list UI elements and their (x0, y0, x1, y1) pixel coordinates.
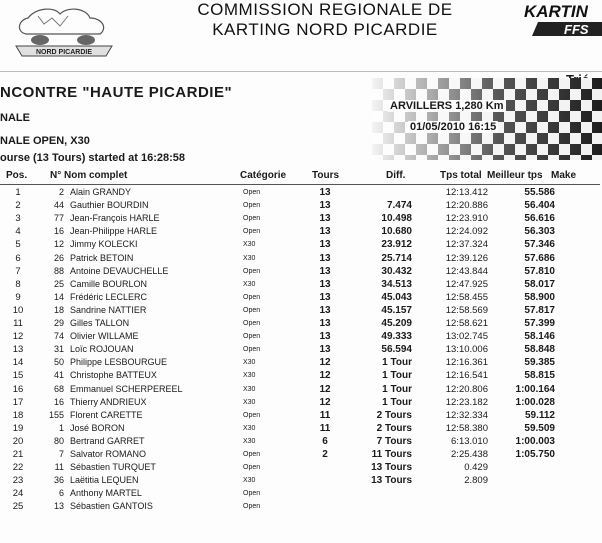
cell-diff: 2 Tours (376, 422, 412, 434)
cell-total: 13:02.745 (445, 331, 488, 343)
cell-num: 25 (53, 278, 64, 289)
cell-best: 57.817 (524, 304, 555, 316)
cell-best: 56.404 (524, 200, 555, 212)
cell-name: Christophe BATTEUX (70, 370, 157, 381)
kart-logo-icon (8, 4, 118, 66)
table-row (0, 344, 602, 357)
cell-name: Florent CARETTE (70, 409, 143, 420)
table-row (0, 436, 602, 449)
svg-text:FFS: FFS (564, 22, 589, 37)
table-row (0, 357, 602, 370)
col-category: Catégorie (240, 170, 287, 181)
cell-num: 80 (53, 435, 64, 446)
cell-num: 13 (53, 501, 64, 512)
cell-num: 26 (53, 252, 64, 263)
cell-pos: 9 (15, 291, 21, 303)
cell-pos: 15 (12, 370, 24, 382)
svg-text:KARTIN: KARTIN (524, 2, 588, 21)
cell-cat: Open (243, 411, 261, 419)
cell-best: 56.303 (524, 226, 555, 238)
table-row (0, 187, 602, 200)
col-diff: Diff. (386, 170, 406, 181)
cell-cat: X30 (243, 424, 256, 432)
cell-cat: Open (243, 215, 261, 223)
cell-num: 44 (53, 200, 64, 211)
header-rule (0, 184, 600, 185)
cell-laps: 6 (322, 435, 328, 447)
table-row (0, 226, 602, 239)
cell-cat: X30 (243, 241, 256, 249)
cell-diff: 45.209 (381, 318, 412, 329)
table-row (0, 331, 602, 344)
cell-diff: 11 Tours (371, 449, 412, 460)
svg-text:NORD PICARDIE: NORD PICARDIE (35, 49, 93, 56)
col-make: Make (551, 170, 577, 181)
cell-name: Alain GRANDY (70, 187, 132, 197)
cell-cat: Open (243, 503, 261, 511)
cell-cat: Open (243, 333, 261, 341)
cell-cat: X30 (243, 280, 256, 288)
cell-total: 12:24.092 (445, 226, 488, 238)
cell-diff: 23.912 (381, 239, 412, 251)
cell-best: 58.017 (524, 278, 555, 290)
cell-name: Anthony MARTEL (70, 488, 142, 499)
header-divider (0, 71, 602, 72)
cell-name: Jean-François HARLE (70, 213, 160, 224)
cell-name: Jean-Philippe HARLE (70, 226, 158, 237)
cell-best: 57.810 (524, 265, 555, 277)
cell-pos: 6 (15, 252, 21, 264)
cell-laps: 13 (319, 278, 331, 290)
cell-laps: 13 (319, 331, 331, 343)
cell-best: 57.686 (524, 252, 555, 264)
cell-best: 57.399 (524, 318, 555, 329)
results-table-header (0, 170, 602, 184)
cell-pos: 3 (15, 213, 21, 225)
cell-laps: 13 (319, 187, 331, 198)
cell-pos: 12 (12, 331, 24, 343)
cell-diff: 1 Tour (382, 370, 412, 382)
cell-diff: 7.474 (386, 200, 412, 212)
table-row (0, 279, 602, 292)
table-row (0, 292, 602, 305)
cell-total: 12:39.126 (445, 252, 488, 264)
cell-cat: X30 (243, 372, 256, 380)
cell-num: 50 (53, 357, 64, 368)
cell-total: 12:43.844 (445, 265, 488, 277)
cell-name: Sandrine NATTIER (70, 304, 147, 315)
cell-diff: 1 Tour (382, 357, 412, 369)
cell-best: 55.586 (524, 187, 555, 198)
cell-num: 18 (53, 304, 64, 315)
table-row (0, 200, 602, 213)
table-row (0, 213, 602, 226)
cell-diff: 30.432 (381, 265, 412, 277)
cell-name: Gilles TALLON (70, 318, 130, 328)
cell-num: 36 (53, 475, 64, 486)
cell-pos: 20 (12, 435, 24, 447)
header-line-2: KARTING NORD PICARDIE (212, 20, 438, 39)
cell-total: 12:58.380 (445, 422, 488, 434)
cell-name: José BORON (70, 422, 125, 433)
cell-pos: 16 (12, 383, 24, 395)
cell-laps: 13 (319, 265, 331, 277)
cell-pos: 18 (12, 409, 24, 421)
cell-cat: Open (243, 451, 261, 458)
cell-num: 16 (53, 226, 64, 237)
table-row (0, 501, 602, 514)
table-row (0, 318, 602, 331)
cell-pos: 23 (12, 475, 24, 487)
cell-best: 56.616 (524, 213, 555, 225)
cell-num: 12 (53, 239, 64, 250)
cell-total: 12:32.334 (445, 409, 488, 421)
cell-num: 77 (53, 213, 64, 224)
cell-pos: 8 (15, 278, 21, 290)
table-row (0, 253, 602, 266)
cell-best: 59.385 (524, 357, 555, 369)
col-num-name: N° Nom complet (50, 170, 128, 181)
cell-cat: Open (243, 293, 261, 301)
cell-pos: 14 (12, 357, 24, 369)
cell-cat: X30 (243, 254, 256, 262)
session-finale: NALE (0, 112, 30, 124)
cell-laps: 12 (319, 383, 331, 395)
cell-num: 6 (58, 488, 64, 499)
cell-laps: 13 (319, 200, 331, 212)
cell-pos: 7 (15, 265, 21, 277)
cell-best: 59.509 (524, 422, 555, 434)
cell-laps: 12 (319, 357, 331, 369)
table-row (0, 462, 602, 475)
page-header-title (170, 0, 480, 40)
cell-name: Frédéric LECLERC (70, 291, 148, 302)
cell-pos: 5 (15, 239, 21, 251)
cell-name: Bertrand GARRET (70, 435, 145, 446)
cell-total: 12:16.361 (445, 357, 488, 369)
cell-num: 31 (53, 344, 64, 355)
col-laps: Tours (312, 170, 340, 181)
cell-pos: 2 (15, 200, 21, 212)
cell-name: Loïc ROJOUAN (70, 344, 134, 355)
cell-total: 12:16.541 (445, 370, 488, 382)
cell-diff: 1 Tour (382, 383, 412, 395)
cell-laps: 11 (319, 409, 331, 421)
cell-total: 12:20.806 (445, 383, 488, 395)
cell-laps: 13 (319, 344, 331, 356)
cell-laps: 13 (319, 252, 331, 264)
cell-best: 58.848 (524, 344, 555, 356)
cell-total: 12:47.925 (445, 278, 488, 290)
cell-name: Patrick BETOIN (70, 252, 134, 263)
cell-best: 58.815 (524, 370, 555, 382)
cell-laps: 13 (319, 304, 331, 316)
karting-brand-icon (518, 0, 602, 42)
race-date: 01/05/2010 16:15 (410, 121, 497, 133)
table-row (0, 305, 602, 318)
cell-name: Thierry ANDRIEUX (70, 396, 147, 407)
cell-laps: 12 (319, 370, 331, 382)
cell-cat: Open (243, 189, 261, 196)
cell-cat: Open (243, 306, 261, 314)
cell-best: 1:05.750 (515, 449, 555, 460)
cell-name: Antoine DEVAUCHELLE (70, 265, 169, 276)
cell-pos: 11 (13, 318, 23, 329)
table-row (0, 410, 602, 423)
cell-diff: 34.513 (381, 278, 412, 290)
cell-pos: 21 (12, 449, 24, 460)
cell-total: 2:25.438 (451, 449, 488, 460)
table-row (0, 266, 602, 279)
cell-diff: 45.157 (381, 304, 412, 316)
table-row (0, 423, 602, 436)
race-start-info: ourse (13 Tours) started at 16:28:58 (0, 152, 186, 164)
cell-num: 88 (53, 265, 64, 276)
checkered-flag-icon (372, 78, 602, 160)
event-title: NCONTRE "HAUTE PICARDIE" (0, 84, 233, 101)
cell-total: 12:58.569 (445, 304, 488, 316)
venue-label: ARVILLERS 1,280 Km (390, 100, 504, 112)
cell-pos: 4 (15, 226, 21, 238)
cell-name: Camille BOURLON (70, 278, 148, 289)
cell-num: 74 (53, 331, 64, 342)
cell-pos: 22 (12, 462, 24, 474)
cell-total: 12:58.621 (445, 318, 488, 329)
col-pos: Pos. (6, 170, 28, 181)
cell-diff: 10.680 (381, 226, 412, 238)
table-row (0, 475, 602, 488)
session-finale-open: NALE OPEN, X30 (0, 135, 90, 147)
cell-total: 12:23.182 (445, 396, 488, 408)
cell-total: 2.809 (464, 475, 488, 487)
cell-num: 11 (54, 462, 64, 473)
cell-pos: 19 (12, 422, 24, 434)
cell-laps: 13 (319, 239, 331, 251)
cell-name: Sébastien GANTOIS (70, 501, 153, 512)
cell-num: 29 (53, 318, 64, 328)
cell-total: 12:23.910 (445, 213, 488, 225)
cell-diff: 25.714 (381, 252, 412, 264)
cell-name: Jimmy KOLECKI (70, 239, 138, 250)
cell-num: 68 (53, 383, 64, 394)
cell-laps: 12 (319, 396, 331, 408)
cell-laps: 13 (319, 291, 331, 303)
cell-total: 0.429 (464, 462, 488, 474)
cell-diff: 45.043 (381, 291, 412, 303)
cell-name: Sébastien TURQUET (70, 462, 156, 473)
cell-diff: 13 Tours (371, 462, 412, 474)
cell-num: 14 (53, 291, 64, 302)
cell-diff: 49.333 (381, 331, 412, 343)
cell-num: 2 (58, 187, 64, 197)
cell-best: 59.112 (524, 409, 555, 421)
cell-cat: Open (243, 228, 261, 236)
cell-num: 7 (58, 449, 64, 459)
cell-best: 58.146 (524, 331, 555, 343)
table-row (0, 397, 602, 410)
cell-total: 12:13.412 (445, 187, 488, 198)
cell-cat: X30 (243, 398, 256, 406)
cell-total: 6:13.010 (451, 435, 488, 447)
cell-best: 1:00.028 (515, 396, 555, 408)
header-line-1: COMMISSION REGIONALE DE (197, 0, 453, 19)
cell-best: 58.900 (524, 291, 555, 303)
cell-best: 1:00.164 (515, 383, 555, 395)
cell-name: Philippe LESBOURGUE (70, 357, 168, 368)
cell-name: Gauthier BOURDIN (70, 200, 149, 211)
cell-name: Olivier WILLAME (70, 331, 139, 342)
cell-diff: 13 Tours (371, 475, 412, 487)
cell-num: 16 (53, 396, 64, 407)
cell-cat: X30 (243, 385, 256, 393)
cell-diff: 7 Tours (376, 435, 412, 447)
cell-pos: 10 (12, 304, 24, 316)
table-row (0, 449, 602, 462)
cell-name: Salvator ROMANO (70, 449, 147, 459)
cell-cat: X30 (243, 359, 256, 367)
cell-name: Emmanuel SCHERPEREEL (70, 383, 183, 394)
cell-cat: Open (243, 202, 261, 210)
cell-pos: 1 (15, 187, 21, 198)
league-logo (8, 4, 118, 66)
cell-laps: 13 (319, 318, 331, 329)
cell-laps: 2 (322, 449, 328, 460)
cell-best: 1:00.003 (515, 435, 555, 447)
col-total: Tps total (440, 170, 482, 181)
cell-diff: 1 Tour (382, 396, 412, 408)
table-row (0, 384, 602, 397)
cell-total: 12:37.324 (445, 239, 488, 251)
cell-cat: Open (243, 267, 261, 275)
cell-num: 1 (58, 422, 64, 433)
ffsa-logo (518, 0, 602, 42)
cell-cat: Open (243, 464, 261, 472)
cell-name: Laëtitia LEQUEN (70, 475, 139, 486)
col-best: Meilleur tps (487, 170, 543, 181)
cell-pos: 25 (12, 501, 24, 513)
cell-num: 155 (48, 409, 64, 420)
cell-pos: 24 (12, 488, 24, 500)
cell-total: 13:10.006 (445, 344, 488, 356)
cell-pos: 17 (12, 396, 24, 408)
cell-best: 57.346 (524, 239, 555, 251)
cell-cat: Open (243, 320, 261, 327)
cell-diff: 56.594 (381, 344, 412, 356)
table-row (0, 488, 602, 501)
cell-laps: 11 (319, 422, 331, 434)
table-row (0, 370, 602, 383)
cell-cat: X30 (243, 437, 256, 445)
cell-laps: 13 (319, 226, 331, 238)
cell-pos: 13 (12, 344, 24, 356)
table-row (0, 239, 602, 252)
cell-total: 12:20.886 (445, 200, 488, 212)
cell-total: 12:58.455 (445, 291, 488, 303)
cell-cat: Open (243, 346, 261, 354)
cell-cat: X30 (243, 477, 256, 485)
cell-laps: 13 (319, 213, 331, 225)
cell-diff: 10.498 (381, 213, 412, 225)
cell-num: 41 (53, 370, 64, 381)
cell-diff: 2 Tours (376, 409, 412, 421)
cell-cat: Open (243, 490, 261, 498)
